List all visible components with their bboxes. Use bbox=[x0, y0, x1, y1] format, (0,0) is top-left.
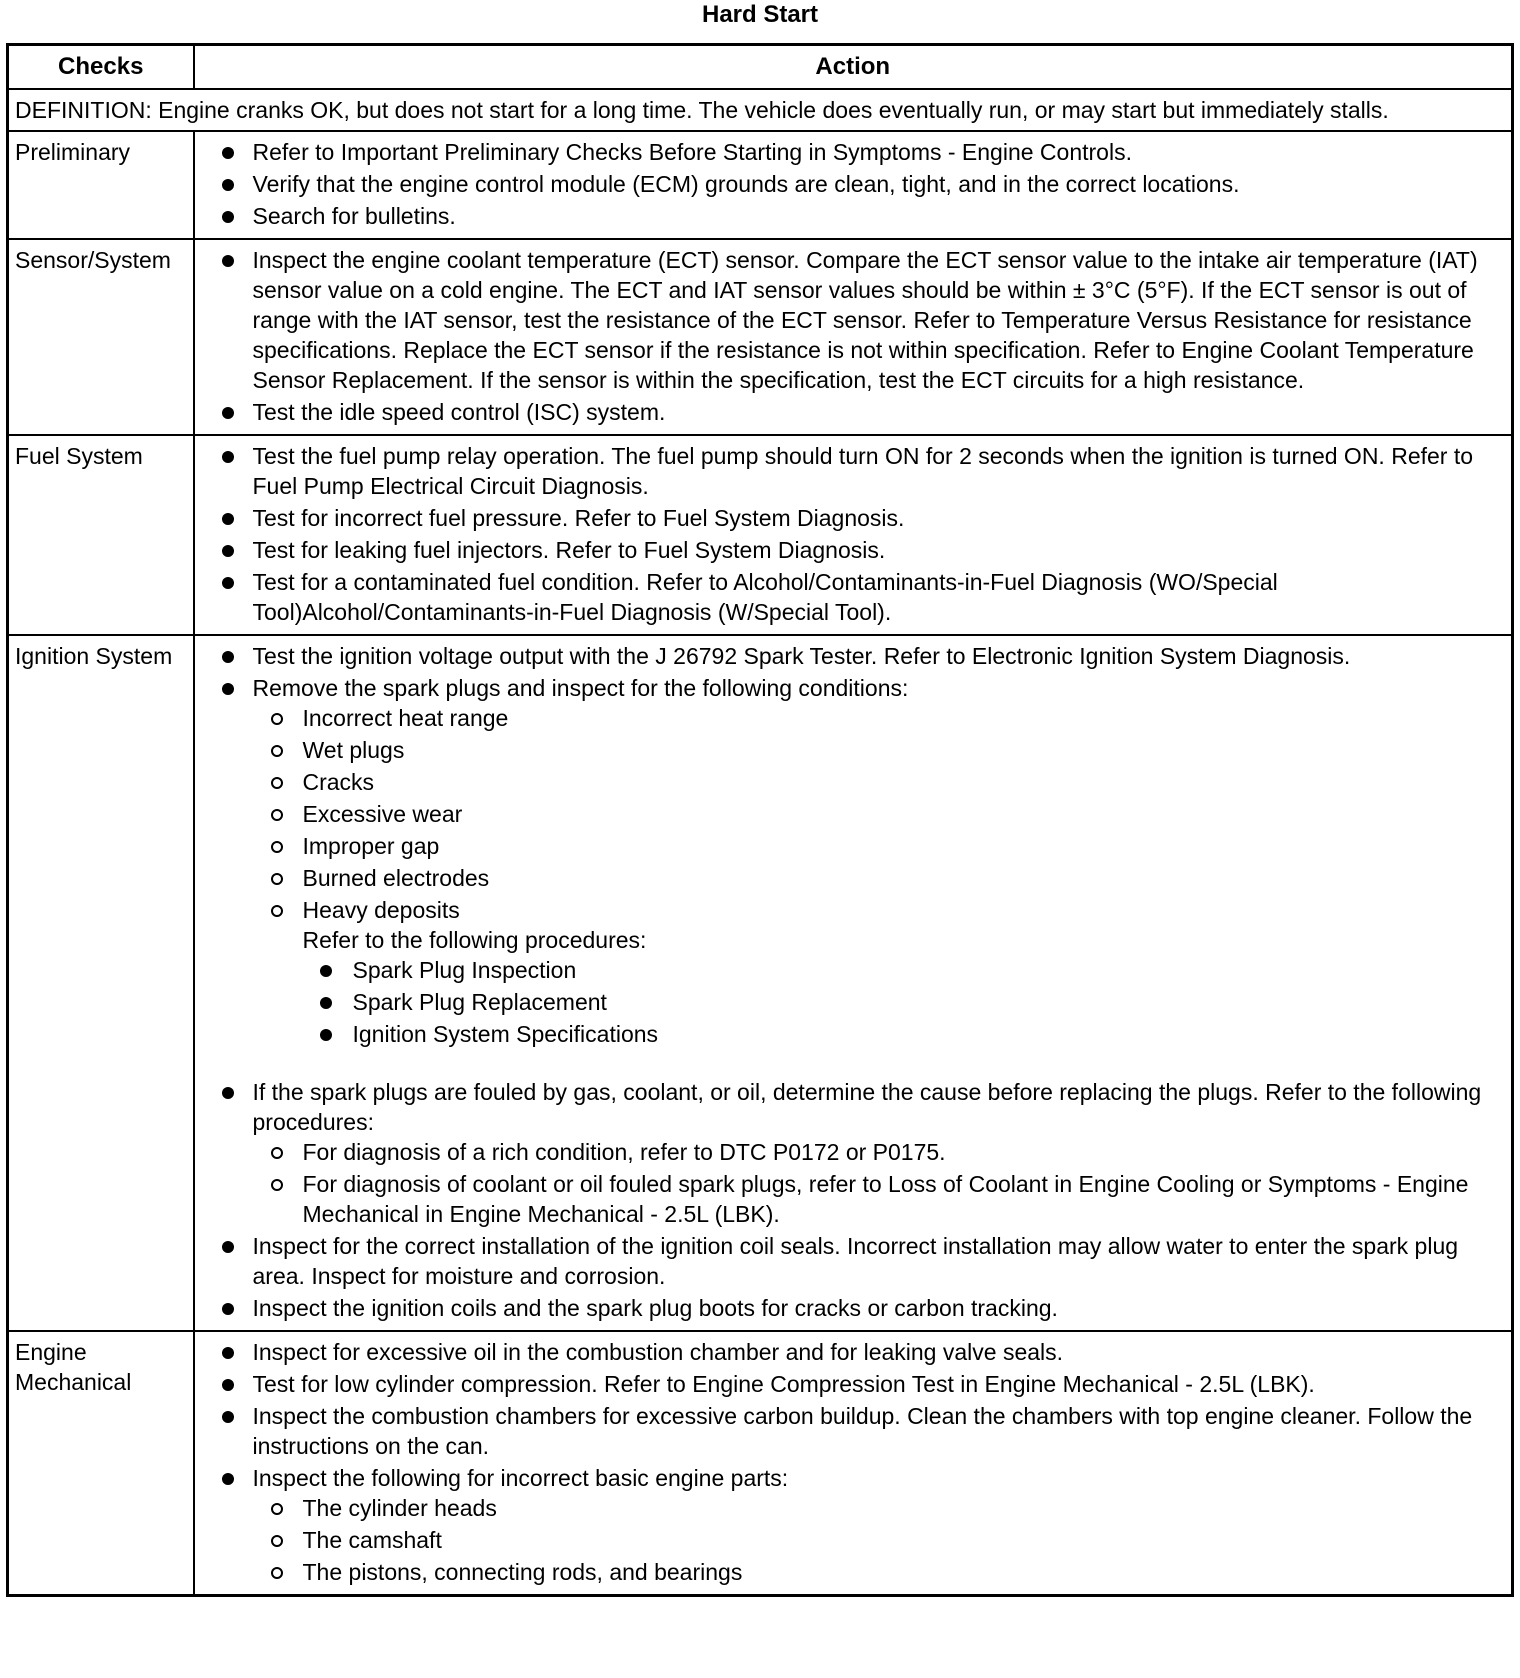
condition-item: Incorrect heat range bbox=[201, 703, 1506, 733]
check-label: Ignition System bbox=[8, 635, 194, 1331]
list-item: Inspect for excessive oil in the combustion chamber and for leaking valve seals. bbox=[201, 1337, 1506, 1367]
table-row bbox=[8, 131, 1513, 239]
condition-text: Heavy deposits bbox=[302, 897, 460, 923]
procedure-item: Spark Plug Replacement bbox=[201, 987, 1506, 1017]
definition-text: DEFINITION: Engine cranks OK, but does not start for a long time. The vehicle does eventually run, or may start but immediately stalls. bbox=[8, 89, 1513, 131]
list-item: Verify that the engine control module (ECM) grounds are clean, tight, and in the correct locations. bbox=[201, 169, 1506, 199]
list-item bbox=[201, 1077, 1506, 1229]
table-row bbox=[8, 435, 1513, 635]
checks-header: Checks bbox=[8, 45, 194, 90]
condition-item: Burned electrodes bbox=[201, 863, 1506, 893]
list-item bbox=[201, 673, 1506, 1075]
list-item: Test for incorrect fuel pressure. Refer to Fuel System Diagnosis. bbox=[201, 503, 1506, 533]
condition-item: Excessive wear bbox=[201, 799, 1506, 829]
table-row bbox=[8, 1331, 1513, 1596]
check-label: Engine Mechanical bbox=[8, 1331, 194, 1596]
hard-start-table bbox=[6, 43, 1514, 1597]
condition-item: For diagnosis of coolant or oil fouled spark plugs, refer to Loss of Coolant in Engine Cooling or Symptoms - Engine Mechanical in Engine Mechanical - 2.5L (LBK). bbox=[201, 1169, 1506, 1229]
procedure-item: Ignition System Specifications bbox=[201, 1019, 1506, 1049]
list-item-text: Inspect the following for incorrect basic engine parts: bbox=[252, 1465, 789, 1491]
action-cell bbox=[194, 635, 1513, 1331]
condition-item: The camshaft bbox=[201, 1525, 1506, 1555]
definition-row bbox=[8, 89, 1513, 131]
check-label: Sensor/System bbox=[8, 239, 194, 435]
list-item: Test the idle speed control (ISC) system. bbox=[201, 397, 1506, 427]
refer-text: Refer to the following procedures: bbox=[302, 927, 647, 953]
action-header: Action bbox=[194, 45, 1513, 90]
condition-item: The cylinder heads bbox=[201, 1493, 1506, 1523]
check-label: Fuel System bbox=[8, 435, 194, 635]
condition-item: Improper gap bbox=[201, 831, 1506, 861]
list-item: Test the fuel pump relay operation. The fuel pump should turn ON for 2 seconds when the ignition is turned ON. Refer to Fuel Pump Electrical Circuit Diagnosis. bbox=[201, 441, 1506, 501]
condition-item: Wet plugs bbox=[201, 735, 1506, 765]
table-row bbox=[8, 239, 1513, 435]
header-row bbox=[8, 45, 1513, 90]
action-cell bbox=[194, 239, 1513, 435]
list-item: Inspect for the correct installation of the ignition coil seals. Incorrect installation may allow water to enter the spark plug area. Inspect for moisture and corrosion. bbox=[201, 1231, 1506, 1291]
condition-item: Cracks bbox=[201, 767, 1506, 797]
list-item: Refer to Important Preliminary Checks Before Starting in Symptoms - Engine Controls. bbox=[201, 137, 1506, 167]
list-item-text: Remove the spark plugs and inspect for the following conditions: bbox=[252, 675, 909, 701]
procedure-item: Spark Plug Inspection bbox=[201, 955, 1506, 985]
list-item: Inspect the engine coolant temperature (ECT) sensor. Compare the ECT sensor value to the intake air temperature (IAT) sensor value on a cold engine. The ECT and IAT sensor values should be within ± 3°C (5°F). If the ECT sensor is out of range with the IAT sensor, test the resistance of the ECT sensor. Refer to Temperature Versus Resistance for resistance specifications. Replace the ECT sensor if the resistance is not within specification. Refer to Engine Coolant Temperature Sensor Replacement. If the sensor is within the specification, test the ECT circuits for a high resistance. bbox=[201, 245, 1506, 395]
list-item: Inspect the combustion chambers for excessive carbon buildup. Clean the chambers with top engine cleaner. Follow the instructions on the can. bbox=[201, 1401, 1506, 1461]
list-item: Test for a contaminated fuel condition. Refer to Alcohol/Contaminants-in-Fuel Diagnosis (WO/Special Tool)Alcohol/Contaminants-in-Fuel Diagnosis (W/Special Tool). bbox=[201, 567, 1506, 627]
condition-item bbox=[201, 895, 1506, 1075]
list-item: Test the ignition voltage output with the J 26792 Spark Tester. Refer to Electronic Ignition System Diagnosis. bbox=[201, 641, 1506, 671]
list-item: Test for low cylinder compression. Refer to Engine Compression Test in Engine Mechanical - 2.5L (LBK). bbox=[201, 1369, 1506, 1399]
spacer bbox=[303, 1051, 1506, 1075]
condition-item: The pistons, connecting rods, and bearings bbox=[201, 1557, 1506, 1587]
list-item: Test for leaking fuel injectors. Refer to Fuel System Diagnosis. bbox=[201, 535, 1506, 565]
page-title: Hard Start bbox=[701, 1, 819, 28]
check-label: Preliminary bbox=[8, 131, 194, 239]
list-item-text: If the spark plugs are fouled by gas, coolant, or oil, determine the cause before replacing the plugs. Refer to the following procedures: bbox=[252, 1079, 1482, 1135]
list-item: Inspect the ignition coils and the spark plug boots for cracks or carbon tracking. bbox=[201, 1293, 1506, 1323]
table-row bbox=[8, 635, 1513, 1331]
action-cell bbox=[194, 131, 1513, 239]
action-cell bbox=[194, 435, 1513, 635]
list-item bbox=[201, 1463, 1506, 1587]
condition-item: For diagnosis of a rich condition, refer to DTC P0172 or P0175. bbox=[201, 1137, 1506, 1167]
action-cell bbox=[194, 1331, 1513, 1596]
list-item: Search for bulletins. bbox=[201, 201, 1506, 231]
